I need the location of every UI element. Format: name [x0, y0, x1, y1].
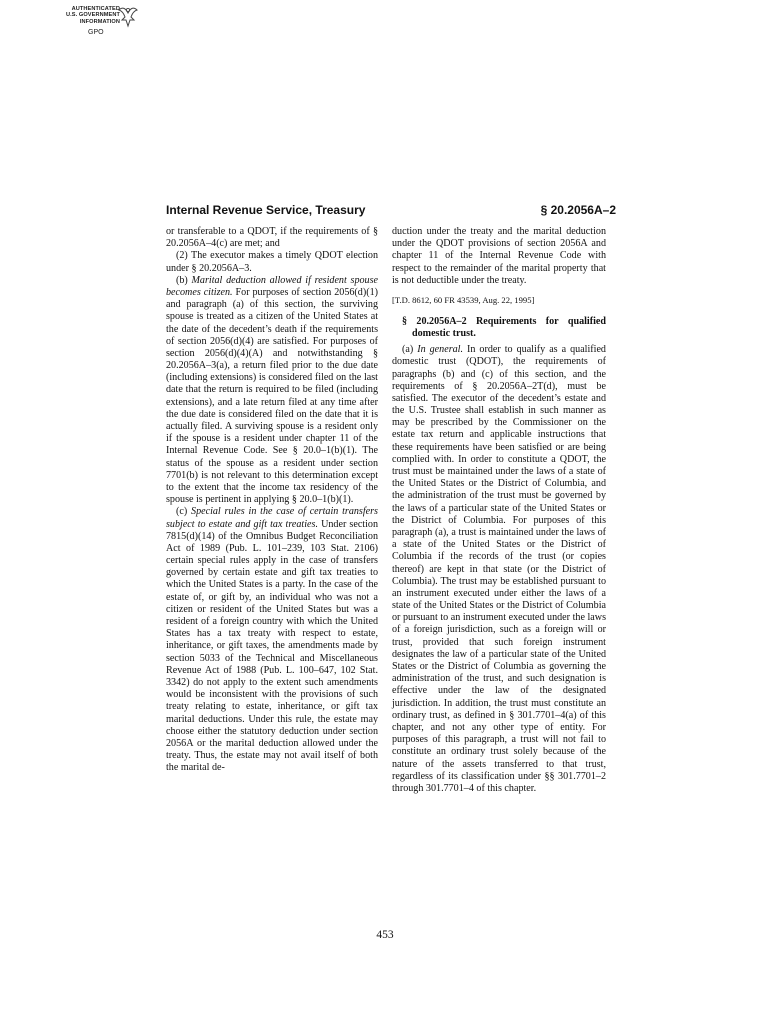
- gpo-authentication-seal: [28, 4, 140, 46]
- paragraph: or transferable to a QDOT, if the requirements of § 20.2056A–4(c) are met; and: [166, 226, 378, 250]
- running-header: [166, 203, 616, 219]
- section-number: § 20.2056A–2: [540, 203, 616, 217]
- paragraph-title: In general.: [417, 344, 463, 356]
- agency-title: Internal Revenue Service, Treasury: [166, 203, 366, 217]
- seal-line: AUTHENTICATED: [71, 6, 120, 12]
- seal-caption: [28, 6, 120, 25]
- paragraph-title: Marital deduction allowed if resident spouse becomes citizen.: [166, 274, 378, 298]
- paragraph-label: (a): [402, 344, 414, 356]
- paragraph: (2) The executor makes a timely QDOT election under § 20.2056A–3.: [166, 250, 378, 274]
- paragraph-label: (b): [176, 274, 188, 286]
- section-heading: § 20.2056A–2 Requirements for qualified domestic trust.: [402, 316, 606, 340]
- source-citation: [T.D. 8612, 60 FR 43539, Aug. 22, 1995]: [392, 294, 535, 305]
- seal-line: U.S. GOVERNMENT: [65, 12, 120, 19]
- paragraph-body: In order to qualify as a qualified domestic trust (QDOT), the requirements of paragraphs (b) and (c) of this section, and the requirements of § 20.2056A–2T(d), must be satisfied. The executor of the decedent’s estate and the U.S. Trustee shall establish in such manner as may be prescribed by the Commissioner on the estate tax return and applicable instructions that these requirements have been satisfied or are being complied with. In order to constitute a QDOT, the trust must be maintained under the laws of a state of the United States or the District of Columbia, and the administration of the trust must be governed by the laws of a particular state of the United States or the District of Columbia. For purposes of this paragraph (a), a trust is maintained under the laws of a state of the United States or the District of Columbia if the records of the trust (or copies thereof) are kept in that state (or the District of Columbia). The trust may be established pursuant to an instrument executed under either the laws of a state of the United States or the District of Columbia or pursuant to an instrument executed under the laws of a foreign jurisdiction, such as a foreign will or trust, provided that such foreign instrument designates the law of a particular state of the United States or the District of Columbia as governing the administration of the trust, and such designation is effective under the law of the designated jurisdiction. In addition, the trust must constitute an ordinary trust, as defined in § 301.7701–4(a) of this chapter, and not any other type of entity. For purposes of this paragraph, a trust will not fail to constitute an ordinary trust solely because of the nature of the assets transferred to that trust, regardless of its classification under §§ 301.7701–2 through 301.7701–4 of this chapter.: [392, 344, 606, 794]
- paragraph-body: Under section 7815(d)(14) of the Omnibus Budget Reconciliation Act of 1989 (Pub. L. 101–239, 103 Stat. 2106) certain special rules apply in the case of transfers governed by certain estate and gift tax treaties to which the United States is a party. In the case of the estate of, or gift by, an individual who was not a citizen or resident of the United States but was a resident of a foreign country with which the United States has a tax treaty with respect to estate, inheritance, or gift taxes, the amendments made by section 5033 of the Technical and Miscellaneous Revenue Act of 1988 (Pub. L. 100–647, 102 Stat. 3342) do not apply to the extent such amendments would be inconsistent with the provisions of such treaty relating to estate, inheritance, or gift tax marital deductions. Under this rule, the estate may choose either the statutory deduction under section 2056A or the marital deduction allowed under the treaty. Thus, the estate may not avail itself of both the marital de-: [166, 518, 378, 774]
- paragraph-title: Special rules in the case of certain transfers subject to estate and gift tax treaties.: [166, 506, 378, 530]
- seal-gpo-label: GPO: [88, 29, 104, 36]
- eagle-icon: [116, 4, 140, 30]
- seal-line: INFORMATION: [79, 18, 120, 25]
- left-column: [166, 226, 378, 774]
- page-number: 453: [376, 929, 394, 941]
- paragraph: duction under the treaty and the marital deduction under the QDOT provisions of section 2056A and chapter 11 of the Internal Revenue Code with respect to the remainder of the marital property that is not deductible under the treaty.: [392, 226, 606, 286]
- paragraph: [166, 275, 378, 507]
- paragraph: [166, 506, 378, 774]
- paragraph-label: (c): [176, 506, 188, 518]
- right-column: [392, 226, 606, 795]
- paragraph-body: For purposes of section 2056(d)(1) and paragraph (a) of this section, the surviving spouse is treated as a citizen of the United States at the date of the decedent’s death if the requirements of section 2056(d)(4) are satisfied. For purposes of section 2056(d)(4)(A) and notwithstanding § 20.2056A–3(a), a return filed prior to the due date (including extensions) is considered filed on the last date that the return is required to be filed (including extensions), and a late return filed at any time after the due date is considered filed on the date that it is actually filed. A surviving spouse is a resident only if the spouse is a resident under chapter 11 of the Internal Revenue Code. See § 20.0–1(b)(1). The status of the spouse as a resident under section 7701(b) is not relevant to this determination except to the extent that the income tax residency of the spouse is pertinent in applying § 20.0–1(b)(1).: [166, 286, 378, 506]
- paragraph: [392, 344, 606, 795]
